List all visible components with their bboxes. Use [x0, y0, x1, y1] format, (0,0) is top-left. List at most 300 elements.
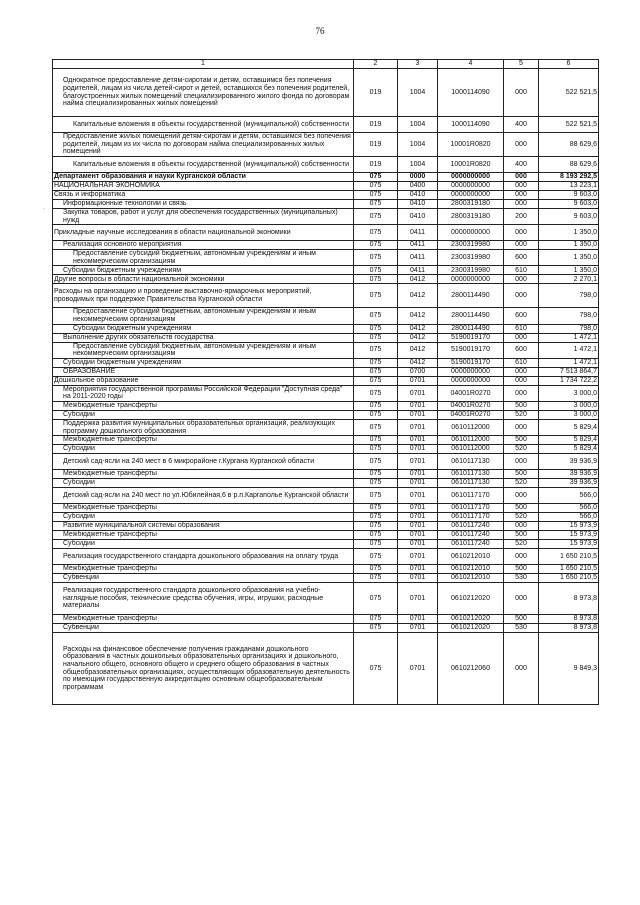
- row-expense-type-cell: 000: [504, 200, 539, 209]
- row-amount-cell: 15 973,9: [539, 531, 599, 540]
- row-expense-type-cell: 520: [504, 479, 539, 488]
- row-name-cell: Субсидии: [53, 540, 354, 549]
- table-body: [53, 69, 599, 705]
- row-admin-code-cell: 075: [354, 342, 398, 358]
- row-target-code-cell: 0610212020: [438, 624, 504, 633]
- row-target-code-cell: 0610117130: [438, 454, 504, 470]
- row-target-code-cell: 2800319180: [438, 200, 504, 209]
- row-section-code-cell: 0000: [398, 173, 438, 182]
- row-admin-code-cell: 075: [354, 284, 398, 308]
- row-expense-type-cell: 000: [504, 376, 539, 385]
- row-section-code-cell: 0412: [398, 284, 438, 308]
- margin-mark: .: [43, 205, 45, 211]
- row-admin-code-cell: 075: [354, 410, 398, 419]
- row-target-code-cell: 5190019170: [438, 342, 504, 358]
- table-row: [53, 376, 599, 385]
- row-amount-cell: 798,0: [539, 308, 599, 324]
- row-name-cell: Межбюджетные трансферты: [53, 436, 354, 445]
- row-admin-code-cell: 075: [354, 445, 398, 454]
- row-expense-type-cell: 500: [504, 401, 539, 410]
- row-amount-cell: 9 849,3: [539, 633, 599, 705]
- row-target-code-cell: 0610112000: [438, 445, 504, 454]
- row-section-code-cell: 0701: [398, 488, 438, 504]
- table-row: [53, 157, 599, 173]
- row-name-cell: Межбюджетные трансферты: [53, 401, 354, 410]
- table-row: [53, 225, 599, 241]
- row-amount-cell: 798,0: [539, 284, 599, 308]
- row-section-code-cell: 0701: [398, 445, 438, 454]
- row-name-cell: Субсидии бюджетным учреждениям: [53, 358, 354, 367]
- table-row: [53, 615, 599, 624]
- row-section-code-cell: 0701: [398, 513, 438, 522]
- row-section-code-cell: 0701: [398, 504, 438, 513]
- table-row: [53, 540, 599, 549]
- row-target-code-cell: 2800114490: [438, 324, 504, 333]
- table-row: [53, 470, 599, 479]
- row-admin-code-cell: 075: [354, 333, 398, 342]
- row-section-code-cell: 0412: [398, 324, 438, 333]
- row-section-code-cell: 1004: [398, 133, 438, 157]
- row-admin-code-cell: 075: [354, 583, 398, 615]
- row-expense-type-cell: 500: [504, 436, 539, 445]
- row-target-code-cell: 0610212010: [438, 549, 504, 565]
- table-row: [53, 182, 599, 191]
- column-header: 5: [504, 60, 539, 69]
- column-header: 2: [354, 60, 398, 69]
- row-amount-cell: 2 270,1: [539, 275, 599, 284]
- row-name-cell: Другие вопросы в области национальной экономики: [53, 275, 354, 284]
- row-admin-code-cell: 075: [354, 513, 398, 522]
- row-target-code-cell: 0610112000: [438, 436, 504, 445]
- row-amount-cell: 1 650 210,5: [539, 565, 599, 574]
- row-name-cell: Субвенции: [53, 574, 354, 583]
- row-expense-type-cell: 600: [504, 250, 539, 266]
- row-name-cell: Межбюджетные трансферты: [53, 531, 354, 540]
- row-admin-code-cell: 075: [354, 358, 398, 367]
- row-name-cell: Реализация основного мероприятия: [53, 241, 354, 250]
- table-row: [53, 401, 599, 410]
- row-target-code-cell: 0610117170: [438, 513, 504, 522]
- row-section-code-cell: 0701: [398, 385, 438, 401]
- table-row: [53, 367, 599, 376]
- row-amount-cell: 1 350,0: [539, 241, 599, 250]
- row-section-code-cell: 0701: [398, 531, 438, 540]
- table-row: [53, 583, 599, 615]
- row-name-cell: Реализация государственного стандарта дошкольного образования на учебно-наглядные пособия, технические средства обучения, игры, игрушки, расходные материалы: [53, 583, 354, 615]
- row-admin-code-cell: 019: [354, 133, 398, 157]
- row-amount-cell: 1 650 210,5: [539, 574, 599, 583]
- row-name-cell: Субсидии: [53, 410, 354, 419]
- row-expense-type-cell: 000: [504, 333, 539, 342]
- row-name-cell: Расходы на финансовое обеспечение получения гражданами дошкольного образования в частных дошкольных образовательных организациях и дошкольного, начального общего, основного общего и среднего общего образования в частных общеобразовательных организациях, осуществляющих образовательную деятельность по имеющим государственную аккредитацию основным общеобразовательным программам: [53, 633, 354, 705]
- row-amount-cell: 8 973,8: [539, 583, 599, 615]
- row-name-cell: Межбюджетные трансферты: [53, 565, 354, 574]
- row-section-code-cell: 0412: [398, 342, 438, 358]
- table-row: [53, 385, 599, 401]
- row-admin-code-cell: 075: [354, 173, 398, 182]
- row-expense-type-cell: 000: [504, 522, 539, 531]
- row-name-cell: Субсидии бюджетным учреждениям: [53, 266, 354, 275]
- row-target-code-cell: 0000000000: [438, 173, 504, 182]
- row-section-code-cell: 0400: [398, 182, 438, 191]
- row-expense-type-cell: 610: [504, 266, 539, 275]
- row-expense-type-cell: 520: [504, 540, 539, 549]
- table-row: [53, 419, 599, 435]
- row-target-code-cell: 04001R0270: [438, 410, 504, 419]
- row-amount-cell: 8 193 292,5: [539, 173, 599, 182]
- table-row: [53, 284, 599, 308]
- row-name-cell: Расходы на организацию и проведение выставочно-ярмарочных мероприятий, проводимых при поддержке Правительства Курганской области: [53, 284, 354, 308]
- row-section-code-cell: 0700: [398, 367, 438, 376]
- row-admin-code-cell: 075: [354, 454, 398, 470]
- table-row: [53, 173, 599, 182]
- table-row: [53, 504, 599, 513]
- row-admin-code-cell: 075: [354, 615, 398, 624]
- row-section-code-cell: 0701: [398, 565, 438, 574]
- row-amount-cell: 8 973,8: [539, 624, 599, 633]
- row-admin-code-cell: 075: [354, 308, 398, 324]
- row-section-code-cell: 0701: [398, 522, 438, 531]
- row-expense-type-cell: 000: [504, 284, 539, 308]
- row-target-code-cell: 5190019170: [438, 333, 504, 342]
- header-row: [53, 60, 599, 69]
- row-amount-cell: 566,0: [539, 504, 599, 513]
- row-admin-code-cell: 075: [354, 385, 398, 401]
- table-row: [53, 522, 599, 531]
- row-expense-type-cell: 530: [504, 574, 539, 583]
- row-expense-type-cell: 000: [504, 191, 539, 200]
- row-amount-cell: 39 936,9: [539, 479, 599, 488]
- row-name-cell: Субсидии: [53, 479, 354, 488]
- table-row: [53, 549, 599, 565]
- row-expense-type-cell: 000: [504, 225, 539, 241]
- row-section-code-cell: 0701: [398, 624, 438, 633]
- row-expense-type-cell: 000: [504, 275, 539, 284]
- table-row: [53, 250, 599, 266]
- row-expense-type-cell: 000: [504, 454, 539, 470]
- row-name-cell: Предоставление субсидий бюджетным, автономным учреждениям и иным некоммерческим организациям: [53, 250, 354, 266]
- table-row: [53, 531, 599, 540]
- row-section-code-cell: 1004: [398, 117, 438, 133]
- row-expense-type-cell: 520: [504, 513, 539, 522]
- row-expense-type-cell: 600: [504, 342, 539, 358]
- row-target-code-cell: 0610117240: [438, 531, 504, 540]
- row-expense-type-cell: 000: [504, 69, 539, 117]
- table-row: [53, 308, 599, 324]
- row-name-cell: Субвенции: [53, 624, 354, 633]
- row-section-code-cell: 0701: [398, 454, 438, 470]
- row-expense-type-cell: 000: [504, 419, 539, 435]
- row-admin-code-cell: 075: [354, 225, 398, 241]
- row-admin-code-cell: 075: [354, 531, 398, 540]
- row-amount-cell: 798,0: [539, 324, 599, 333]
- row-name-cell: Предоставление субсидий бюджетным, автономным учреждениям и иным некоммерческим организациям: [53, 308, 354, 324]
- row-expense-type-cell: 530: [504, 624, 539, 633]
- row-target-code-cell: 0610117170: [438, 504, 504, 513]
- row-amount-cell: 1 350,0: [539, 266, 599, 275]
- table-row: [53, 436, 599, 445]
- row-section-code-cell: 0411: [398, 250, 438, 266]
- row-amount-cell: 88 629,6: [539, 157, 599, 173]
- row-target-code-cell: 04001R0270: [438, 401, 504, 410]
- table-row: [53, 241, 599, 250]
- row-name-cell: ОБРАЗОВАНИЕ: [53, 367, 354, 376]
- row-amount-cell: 1 472,1: [539, 333, 599, 342]
- row-admin-code-cell: 075: [354, 419, 398, 435]
- row-target-code-cell: 0000000000: [438, 191, 504, 200]
- table-row: [53, 191, 599, 200]
- row-amount-cell: 39 936,9: [539, 470, 599, 479]
- row-name-cell: Капитальные вложения в объекты государственной (муниципальной) собственности: [53, 157, 354, 173]
- row-target-code-cell: 0610212010: [438, 565, 504, 574]
- row-expense-type-cell: 400: [504, 117, 539, 133]
- row-section-code-cell: 0412: [398, 308, 438, 324]
- row-target-code-cell: 2800319180: [438, 209, 504, 225]
- row-amount-cell: 1 650 210,5: [539, 549, 599, 565]
- row-expense-type-cell: 000: [504, 385, 539, 401]
- row-amount-cell: 5 829,4: [539, 436, 599, 445]
- row-section-code-cell: 0411: [398, 225, 438, 241]
- row-target-code-cell: 0610117130: [438, 479, 504, 488]
- row-amount-cell: 15 973,9: [539, 540, 599, 549]
- row-target-code-cell: 0000000000: [438, 376, 504, 385]
- row-amount-cell: 15 973,9: [539, 522, 599, 531]
- table-row: [53, 324, 599, 333]
- table-row: [53, 117, 599, 133]
- row-name-cell: Субсидии бюджетным учреждениям: [53, 324, 354, 333]
- row-section-code-cell: 1004: [398, 157, 438, 173]
- row-expense-type-cell: 520: [504, 410, 539, 419]
- row-admin-code-cell: 075: [354, 376, 398, 385]
- row-admin-code-cell: 075: [354, 479, 398, 488]
- row-expense-type-cell: 000: [504, 633, 539, 705]
- table-row: [53, 275, 599, 284]
- row-admin-code-cell: 075: [354, 182, 398, 191]
- row-section-code-cell: 0412: [398, 358, 438, 367]
- row-admin-code-cell: 075: [354, 565, 398, 574]
- row-section-code-cell: 0412: [398, 333, 438, 342]
- row-expense-type-cell: 000: [504, 133, 539, 157]
- row-section-code-cell: 0701: [398, 410, 438, 419]
- row-name-cell: Субсидии: [53, 513, 354, 522]
- row-name-cell: Однократное предоставление детям-сиротам и детям, оставшимся без попечения родителей, лицам из числа детей-сирот и детей, оставшихся без попечения родителей, благоустроенных жилых помещений специализированного жилого фонда по договорам найма специализированных жилых помещений: [53, 69, 354, 117]
- table-row: [53, 565, 599, 574]
- row-amount-cell: 9 603,0: [539, 191, 599, 200]
- table-row: [53, 479, 599, 488]
- row-name-cell: Развитие муниципальной системы образования: [53, 522, 354, 531]
- row-amount-cell: 7 513 864,7: [539, 367, 599, 376]
- row-amount-cell: 522 521,5: [539, 69, 599, 117]
- row-target-code-cell: 0610212020: [438, 615, 504, 624]
- row-amount-cell: 88 629,6: [539, 133, 599, 157]
- row-amount-cell: 1 472,1: [539, 358, 599, 367]
- row-name-cell: Межбюджетные трансферты: [53, 504, 354, 513]
- row-target-code-cell: 04001R0270: [438, 385, 504, 401]
- row-section-code-cell: 0411: [398, 266, 438, 275]
- row-target-code-cell: 0610212020: [438, 583, 504, 615]
- row-admin-code-cell: 075: [354, 266, 398, 275]
- row-name-cell: Предоставление жилых помещений детям-сиротам и детям, оставшимся без попечения родителей, лицам из их числа по договорам найма специализированных жилых помещений: [53, 133, 354, 157]
- row-target-code-cell: 0000000000: [438, 367, 504, 376]
- row-name-cell: Поддержка развития муниципальных образовательных организаций, реализующих программу дошкольного образования: [53, 419, 354, 435]
- row-admin-code-cell: 075: [354, 574, 398, 583]
- row-expense-type-cell: 000: [504, 241, 539, 250]
- row-name-cell: Связь и информатика: [53, 191, 354, 200]
- row-target-code-cell: 10001R0820: [438, 157, 504, 173]
- row-name-cell: Дошкольное образование: [53, 376, 354, 385]
- table-row: [53, 454, 599, 470]
- row-amount-cell: 9 603,0: [539, 209, 599, 225]
- row-expense-type-cell: 520: [504, 445, 539, 454]
- column-header: 1: [53, 60, 354, 69]
- row-admin-code-cell: 075: [354, 624, 398, 633]
- row-target-code-cell: 2800114490: [438, 308, 504, 324]
- row-expense-type-cell: 500: [504, 531, 539, 540]
- row-name-cell: Реализация государственного стандарта дошкольного образования на оплату труда: [53, 549, 354, 565]
- row-section-code-cell: 0701: [398, 401, 438, 410]
- row-admin-code-cell: 075: [354, 549, 398, 565]
- row-target-code-cell: 0610117170: [438, 488, 504, 504]
- table-row: [53, 266, 599, 275]
- row-amount-cell: 5 829,4: [539, 419, 599, 435]
- table-row: [53, 513, 599, 522]
- row-section-code-cell: 1004: [398, 69, 438, 117]
- row-name-cell: Детский сад-ясли на 240 мест по ул.Юбилейная,6 в р.п.Каргаполье Курганской области: [53, 488, 354, 504]
- row-target-code-cell: 5190019170: [438, 358, 504, 367]
- row-admin-code-cell: 019: [354, 157, 398, 173]
- row-amount-cell: 8 973,8: [539, 615, 599, 624]
- row-section-code-cell: 0701: [398, 376, 438, 385]
- row-target-code-cell: 1000114090: [438, 69, 504, 117]
- row-name-cell: Мероприятия государственной программы Российской Федерации "Доступная среда" на 2011-2020 годы: [53, 385, 354, 401]
- table-row: [53, 342, 599, 358]
- row-name-cell: Информационные технологии и связь: [53, 200, 354, 209]
- row-target-code-cell: 0610212010: [438, 574, 504, 583]
- column-header: 4: [438, 60, 504, 69]
- column-header: 6: [539, 60, 599, 69]
- row-section-code-cell: 0701: [398, 419, 438, 435]
- row-target-code-cell: 0000000000: [438, 225, 504, 241]
- table-row: [53, 445, 599, 454]
- row-section-code-cell: 0701: [398, 479, 438, 488]
- row-section-code-cell: 0410: [398, 191, 438, 200]
- row-expense-type-cell: 500: [504, 504, 539, 513]
- row-admin-code-cell: 075: [354, 522, 398, 531]
- row-admin-code-cell: 075: [354, 241, 398, 250]
- row-target-code-cell: 2300319980: [438, 241, 504, 250]
- row-expense-type-cell: 000: [504, 173, 539, 182]
- row-target-code-cell: 0000000000: [438, 182, 504, 191]
- table-row: [53, 624, 599, 633]
- row-amount-cell: 13 223,1: [539, 182, 599, 191]
- row-section-code-cell: 0701: [398, 574, 438, 583]
- row-amount-cell: 566,0: [539, 513, 599, 522]
- table-row: [53, 633, 599, 705]
- page-number: 76: [315, 26, 325, 36]
- row-amount-cell: 566,0: [539, 488, 599, 504]
- row-name-cell: Департамент образования и науки Курганской области: [53, 173, 354, 182]
- row-name-cell: НАЦИОНАЛЬНАЯ ЭКОНОМИКА: [53, 182, 354, 191]
- row-admin-code-cell: 075: [354, 200, 398, 209]
- row-admin-code-cell: 075: [354, 540, 398, 549]
- column-header: 3: [398, 60, 438, 69]
- row-target-code-cell: 0610117240: [438, 540, 504, 549]
- row-target-code-cell: 2300319980: [438, 250, 504, 266]
- row-admin-code-cell: 075: [354, 209, 398, 225]
- row-amount-cell: 1 734 722,2: [539, 376, 599, 385]
- row-admin-code-cell: 075: [354, 470, 398, 479]
- table-row: [53, 488, 599, 504]
- row-section-code-cell: 0412: [398, 275, 438, 284]
- row-name-cell: Предоставление субсидий бюджетным, автономным учреждениям и иным некоммерческим организациям: [53, 342, 354, 358]
- row-admin-code-cell: 075: [354, 250, 398, 266]
- row-expense-type-cell: 500: [504, 615, 539, 624]
- row-admin-code-cell: 075: [354, 367, 398, 376]
- table-row: [53, 209, 599, 225]
- row-admin-code-cell: 075: [354, 633, 398, 705]
- row-admin-code-cell: 075: [354, 488, 398, 504]
- row-name-cell: Межбюджетные трансферты: [53, 470, 354, 479]
- budget-table: [52, 59, 599, 705]
- row-admin-code-cell: 019: [354, 117, 398, 133]
- row-amount-cell: 522 521,5: [539, 117, 599, 133]
- row-amount-cell: 1 472,1: [539, 342, 599, 358]
- row-amount-cell: 3 000,0: [539, 401, 599, 410]
- row-admin-code-cell: 019: [354, 69, 398, 117]
- row-expense-type-cell: 610: [504, 358, 539, 367]
- row-section-code-cell: 0701: [398, 436, 438, 445]
- row-amount-cell: 1 350,0: [539, 225, 599, 241]
- row-expense-type-cell: 400: [504, 157, 539, 173]
- row-expense-type-cell: 000: [504, 549, 539, 565]
- row-section-code-cell: 0410: [398, 209, 438, 225]
- row-expense-type-cell: 600: [504, 308, 539, 324]
- row-target-code-cell: 0610212060: [438, 633, 504, 705]
- row-admin-code-cell: 075: [354, 436, 398, 445]
- row-target-code-cell: 0610112000: [438, 419, 504, 435]
- table-row: [53, 133, 599, 157]
- row-admin-code-cell: 075: [354, 275, 398, 284]
- row-section-code-cell: 0701: [398, 615, 438, 624]
- table-row: [53, 574, 599, 583]
- row-section-code-cell: 0701: [398, 470, 438, 479]
- row-name-cell: Субсидии: [53, 445, 354, 454]
- row-admin-code-cell: 075: [354, 504, 398, 513]
- row-target-code-cell: 1000114090: [438, 117, 504, 133]
- row-amount-cell: 5 829,4: [539, 445, 599, 454]
- row-amount-cell: 39 936,9: [539, 454, 599, 470]
- row-expense-type-cell: 000: [504, 367, 539, 376]
- row-admin-code-cell: 075: [354, 401, 398, 410]
- row-target-code-cell: 0000000000: [438, 275, 504, 284]
- row-name-cell: Детский сад-ясли на 240 мест в 6 микрорайоне г.Кургана Курганской области: [53, 454, 354, 470]
- table-row: [53, 410, 599, 419]
- table-row: [53, 200, 599, 209]
- row-section-code-cell: 0701: [398, 633, 438, 705]
- row-name-cell: Прикладные научные исследования в области национальной экономики: [53, 225, 354, 241]
- row-amount-cell: 1 350,0: [539, 250, 599, 266]
- row-name-cell: Выполнение других обязательств государства: [53, 333, 354, 342]
- row-name-cell: Межбюджетные трансферты: [53, 615, 354, 624]
- row-expense-type-cell: 500: [504, 470, 539, 479]
- row-expense-type-cell: 000: [504, 182, 539, 191]
- row-expense-type-cell: 610: [504, 324, 539, 333]
- row-target-code-cell: 2800114490: [438, 284, 504, 308]
- row-expense-type-cell: 000: [504, 583, 539, 615]
- table-row: [53, 69, 599, 117]
- row-amount-cell: 9 603,0: [539, 200, 599, 209]
- row-amount-cell: 3 000,0: [539, 410, 599, 419]
